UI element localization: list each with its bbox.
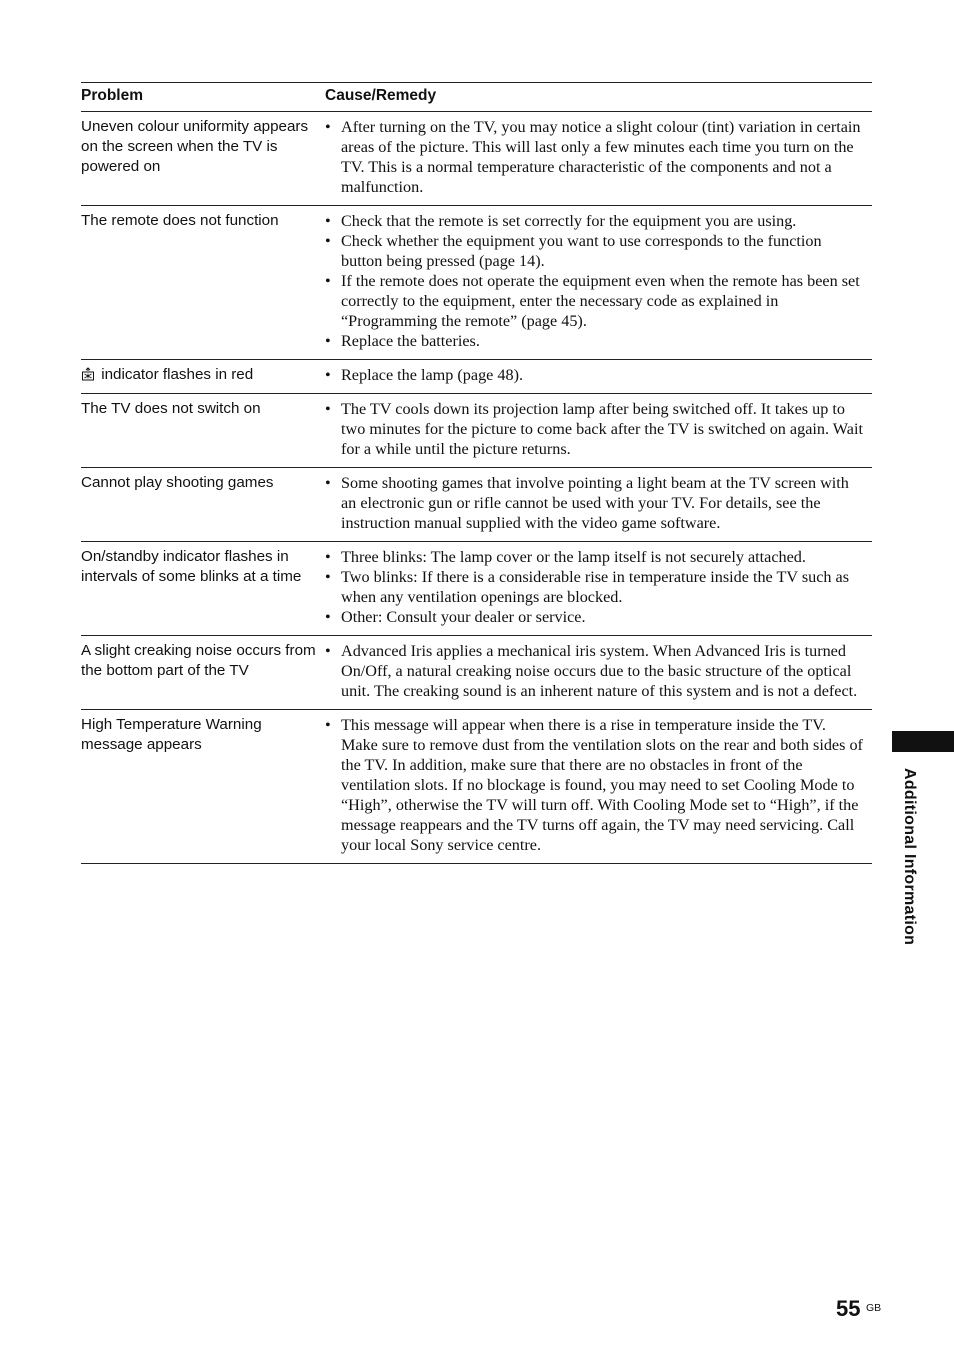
table-row bbox=[81, 636, 872, 710]
section-tab-marker bbox=[892, 731, 954, 752]
remedy-item: • Other: Consult your dealer or service. bbox=[325, 607, 872, 627]
page-number: 55 bbox=[836, 1296, 861, 1321]
header-problem: Problem bbox=[81, 83, 325, 112]
table-row bbox=[81, 394, 872, 468]
table-header-row bbox=[81, 83, 872, 112]
page-region-code: GB bbox=[866, 1302, 882, 1314]
remedy-item: • Check that the remote is set correctly for the equipment you are using. bbox=[325, 211, 872, 231]
remedy-list bbox=[325, 473, 872, 533]
lamp-indicator-icon bbox=[81, 367, 95, 381]
table-row bbox=[81, 206, 872, 360]
remedy-list bbox=[325, 117, 872, 197]
table-row bbox=[81, 112, 872, 206]
remedy-item: • After turning on the TV, you may notice a slight colour (tint) variation in certain areas of the picture. This will last only a few minutes each time you turn on the TV. This is a normal temperature characteristic of the components and not a malfunction. bbox=[325, 117, 872, 197]
remedy-cell bbox=[325, 394, 872, 468]
problem-text: High Temperature Warning message appears bbox=[81, 716, 262, 753]
problem-cell bbox=[81, 360, 325, 394]
table-body bbox=[81, 112, 872, 864]
remedy-list bbox=[325, 547, 872, 627]
remedy-item: • Some shooting games that involve pointing a light beam at the TV screen with an electronic gun or rifle cannot be used with your TV. For details, see the instruction manual supplied with the video game software. bbox=[325, 473, 872, 533]
problem-text: Uneven colour uniformity appears on the screen when the TV is powered on bbox=[81, 118, 309, 175]
problem-cell bbox=[81, 394, 325, 468]
problem-cell bbox=[81, 468, 325, 542]
remedy-item: • If the remote does not operate the equipment even when the remote has been set correctly to the equipment, enter the necessary code as explained in “Programming the remote” (page 45). bbox=[325, 271, 872, 331]
problem-cell bbox=[81, 636, 325, 710]
problem-cell bbox=[81, 710, 325, 864]
remedy-item: • Check whether the equipment you want to use corresponds to the function button being pressed (page 14). bbox=[325, 231, 872, 271]
remedy-item: • Two blinks: If there is a considerable rise in temperature inside the TV such as when any ventilation openings are blocked. bbox=[325, 567, 872, 607]
table-row bbox=[81, 710, 872, 864]
troubleshooting-table bbox=[81, 82, 872, 864]
remedy-item: • Advanced Iris applies a mechanical iris system. When Advanced Iris is turned On/Off, a natural creaking noise occurs due to the basic structure of the optical unit. The creaking sound is an inherent nature of this system and is not a defect. bbox=[325, 641, 872, 701]
remedy-item: • Three blinks: The lamp cover or the lamp itself is not securely attached. bbox=[325, 547, 872, 567]
section-side-label: Additional Information bbox=[901, 768, 918, 946]
remedy-list bbox=[325, 641, 872, 701]
remedy-list bbox=[325, 365, 872, 385]
table-row bbox=[81, 542, 872, 636]
problem-cell bbox=[81, 542, 325, 636]
remedy-item: • This message will appear when there is a rise in temperature inside the TV. Make sure to remove dust from the ventilation slots on the rear and both sides of the TV. In addition, make sure that there are no obstacles in front of the ventilation slots. If no blockage is found, you may need to set Cooling Mode to “High”, otherwise the TV will turn off. With Cooling Mode set to “High”, if the message reappears and the TV turns off again, the TV may need servicing. Call your local Sony service centre. bbox=[325, 715, 872, 855]
problem-text: indicator flashes in red bbox=[101, 366, 254, 383]
remedy-cell bbox=[325, 468, 872, 542]
table-row bbox=[81, 468, 872, 542]
problem-text: A slight creaking noise occurs from the bottom part of the TV bbox=[81, 642, 316, 679]
remedy-list bbox=[325, 211, 872, 351]
problem-text: The remote does not function bbox=[81, 212, 279, 229]
remedy-cell bbox=[325, 206, 872, 360]
problem-cell bbox=[81, 206, 325, 360]
header-cause-remedy: Cause/Remedy bbox=[325, 83, 872, 112]
remedy-cell bbox=[325, 112, 872, 206]
remedy-cell bbox=[325, 636, 872, 710]
problem-text: Cannot play shooting games bbox=[81, 474, 274, 491]
problem-cell bbox=[81, 112, 325, 206]
remedy-cell bbox=[325, 360, 872, 394]
remedy-item: • Replace the lamp (page 48). bbox=[325, 365, 872, 385]
remedy-item: • Replace the batteries. bbox=[325, 331, 872, 351]
remedy-list bbox=[325, 715, 872, 855]
remedy-item: • The TV cools down its projection lamp after being switched off. It takes up to two minutes for the picture to come back after the TV is switched on again. Wait for a while until the picture returns. bbox=[325, 399, 872, 459]
remedy-list bbox=[325, 399, 872, 459]
problem-text: The TV does not switch on bbox=[81, 400, 261, 417]
table-row bbox=[81, 360, 872, 394]
remedy-cell bbox=[325, 710, 872, 864]
problem-text: On/standby indicator flashes in intervals of some blinks at a time bbox=[81, 548, 302, 585]
remedy-cell bbox=[325, 542, 872, 636]
